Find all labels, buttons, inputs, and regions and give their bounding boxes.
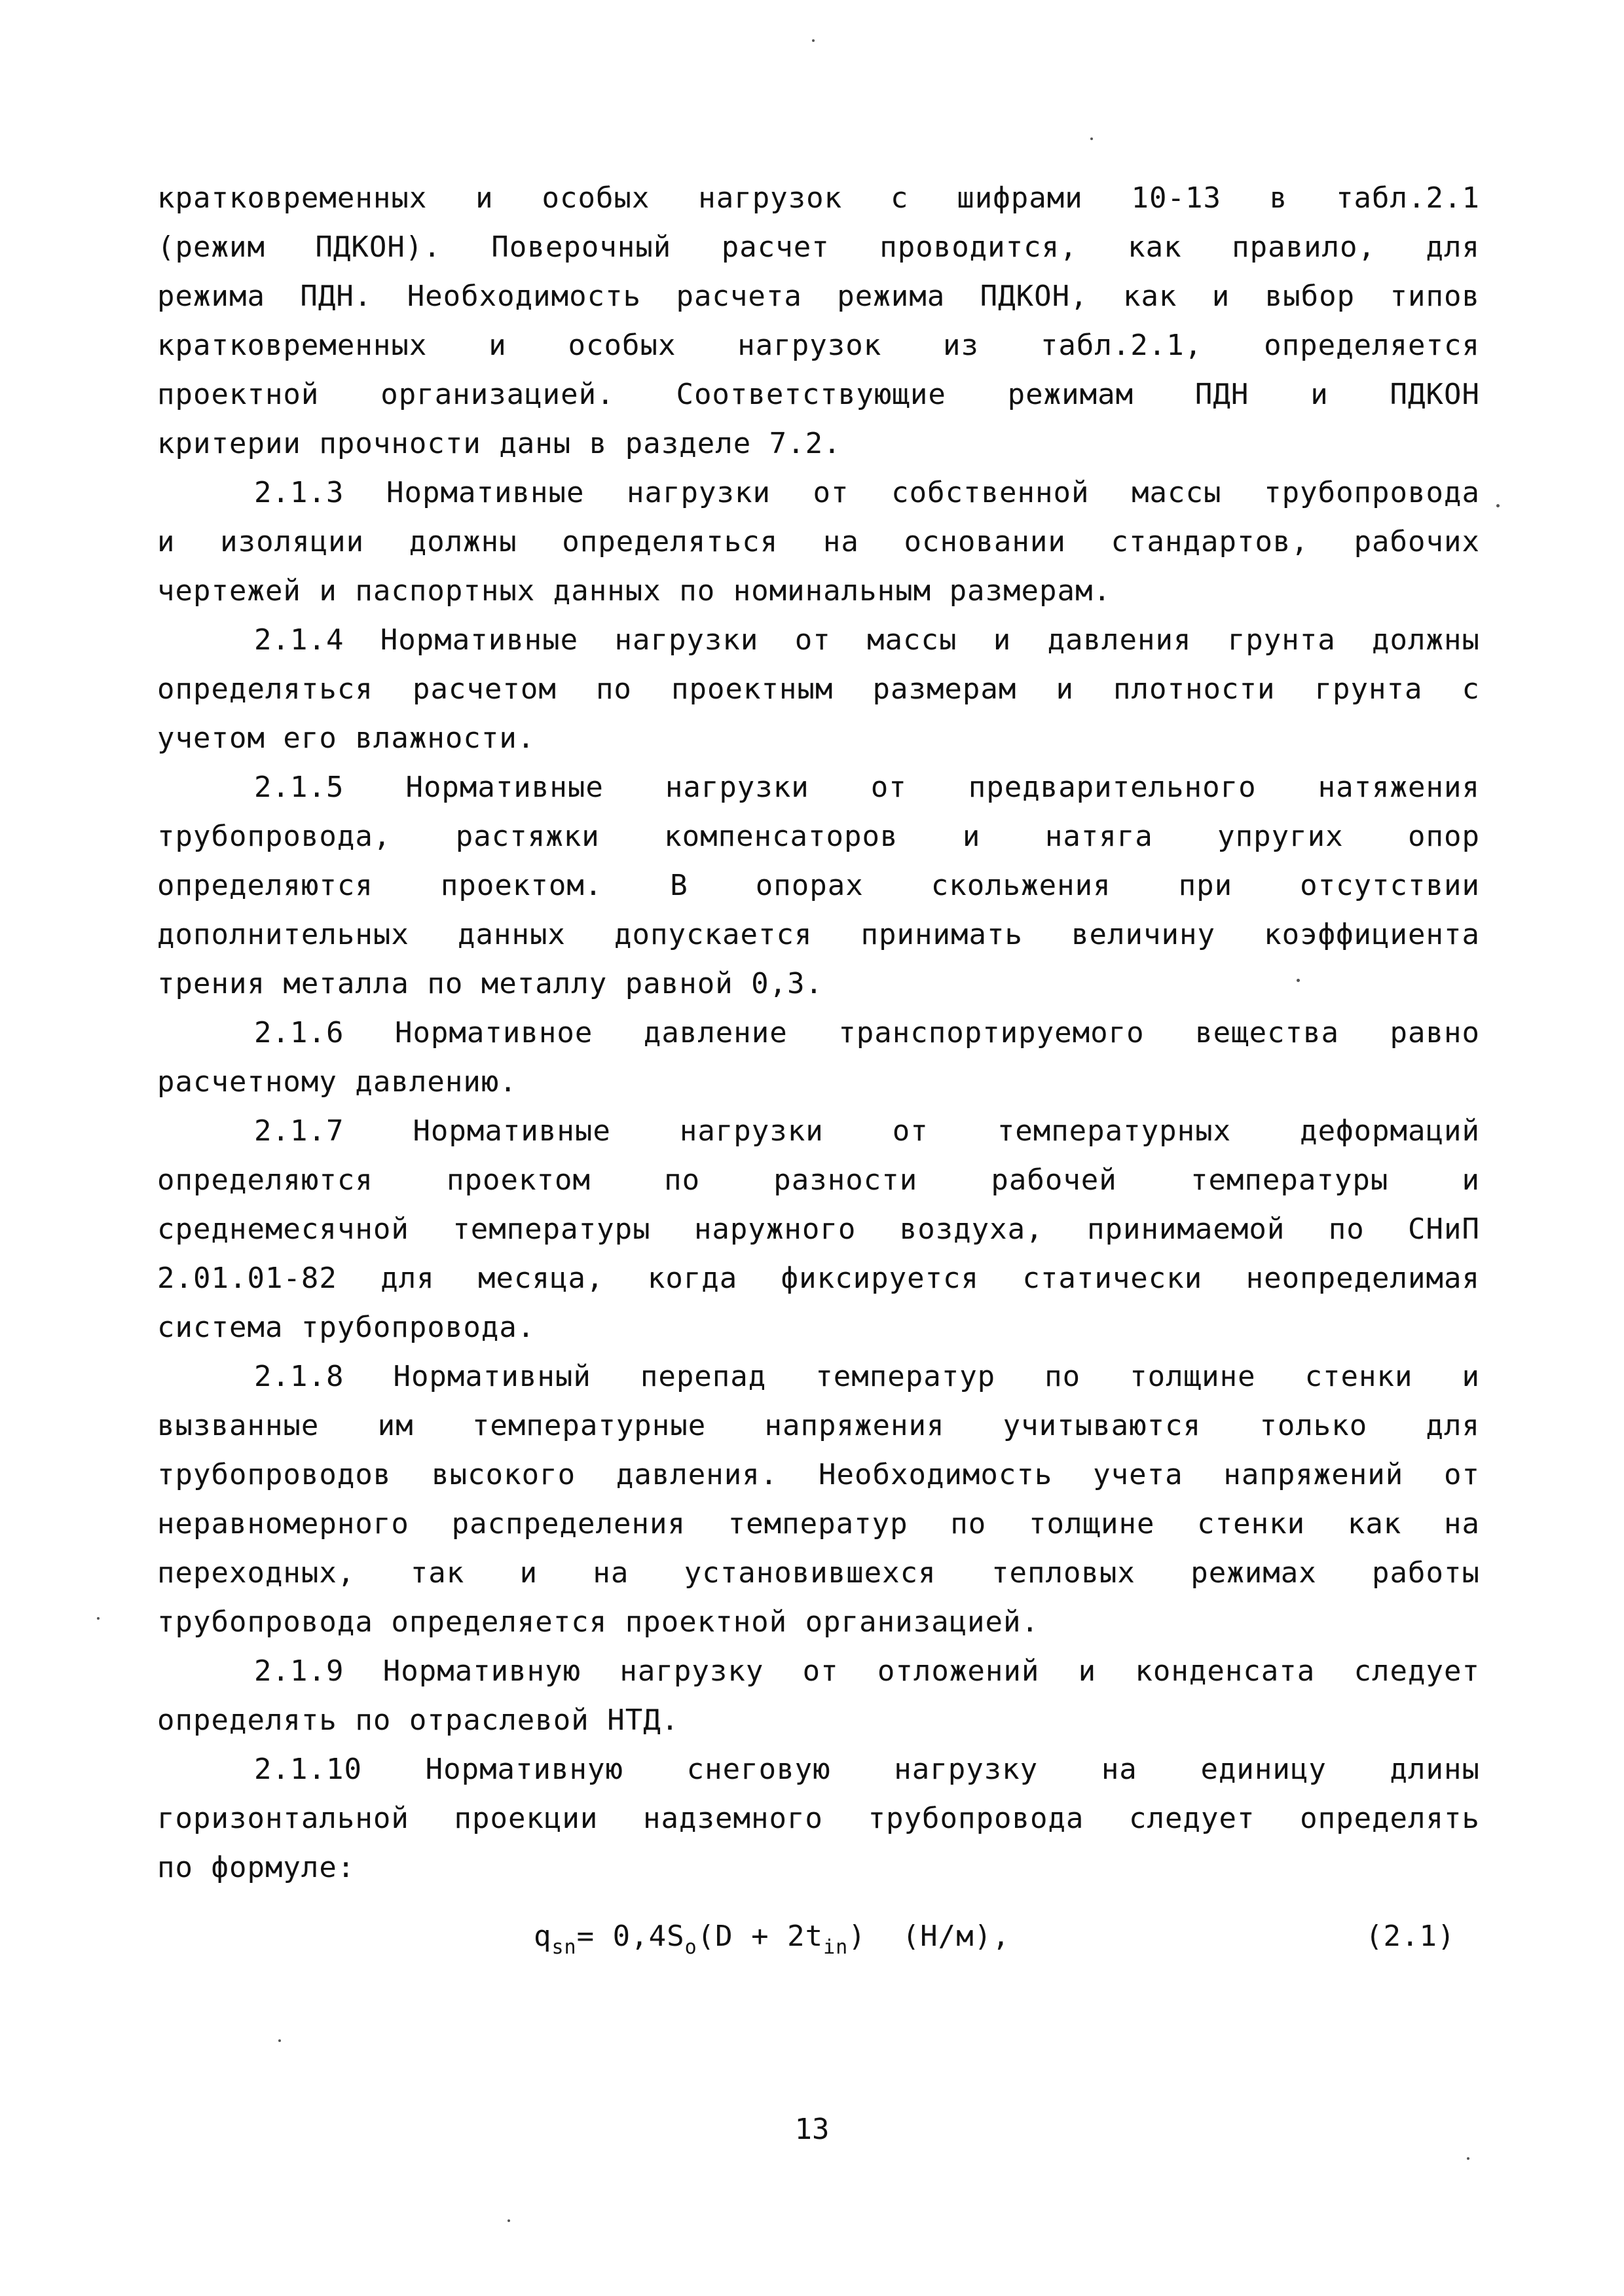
formula-eq: = 0,4S — [576, 1920, 685, 1953]
text-line: 2.1.7 Нормативные нагрузки от температурных деформаций — [254, 1114, 1480, 1148]
body-text — [157, 173, 1480, 1892]
scan-speck — [1496, 504, 1500, 507]
text-line: 2.1.5 Нормативные нагрузки от предварительного натяжения — [254, 771, 1480, 804]
text-line: система трубопровода. — [157, 1311, 536, 1344]
formula-close: ) — [848, 1920, 866, 1953]
text-line: (режим ПДКОН). Поверочный расчет проводится, как правило, для — [157, 230, 1480, 264]
text-line: неравномерного распределения температур по толщине стенки как на — [157, 1507, 1480, 1540]
text-line: чертежей и паспортных данных по номинальным размерам. — [157, 574, 1111, 608]
text-line: определяться расчетом по проектным размерам и плотности грунта с — [157, 672, 1480, 706]
formula-number: (2.1) — [1365, 1920, 1456, 1953]
scan-speck — [1090, 137, 1093, 140]
text-line: учетом его влажности. — [157, 721, 536, 755]
text-line: по формуле: — [157, 1851, 356, 1884]
formula-units: (Н/м), — [902, 1920, 1010, 1953]
text-line: 2.1.10 Нормативную снеговую нагрузку на единицу длины — [254, 1753, 1480, 1786]
text-line: 2.01.01-82 для месяца, когда фиксируется статически неопределимая — [157, 1262, 1480, 1295]
text-line: дополнительных данных допускается принимать величину коэффициента — [157, 918, 1480, 951]
formula — [534, 1912, 1010, 1972]
scan-speck — [507, 2219, 510, 2222]
text-line: определяются проектом. В опорах скольжения при отсутствии — [157, 869, 1480, 902]
text-line: 2.1.9 Нормативную нагрузку от отложений и конденсата следует — [254, 1654, 1480, 1688]
scan-speck — [1467, 2157, 1469, 2160]
scan-speck — [97, 1617, 100, 1620]
text-line: 2.1.6 Нормативное давление транспортируемого вещества равно — [254, 1016, 1480, 1049]
text-line: расчетному давлению. — [157, 1065, 517, 1099]
text-line: трубопровода определяется проектной организацией. — [157, 1605, 1040, 1639]
scan-speck — [812, 39, 815, 42]
formula-q: q — [534, 1920, 552, 1953]
formula-paren: (D + 2t — [697, 1920, 824, 1953]
text-line: кратковременных и особых нагрузок из табл.2.1, определяется — [157, 329, 1480, 362]
text-line: критерии прочности даны в разделе 7.2. — [157, 427, 841, 460]
text-line: определяются проектом по разности рабочей температуры и — [157, 1163, 1480, 1197]
text-line: режима ПДН. Необходимость расчета режима ПДКОН, как и выбор типов — [157, 280, 1480, 313]
text-line: вызванные им температурные напряжения учитываются только для — [157, 1409, 1480, 1442]
text-line: горизонтальной проекции надземного трубопровода следует определять — [157, 1802, 1480, 1835]
text-line: и изоляции должны определяться на основании стандартов, рабочих — [157, 525, 1480, 558]
text-line: 2.1.3 Нормативные нагрузки от собственной массы трубопровода — [254, 476, 1480, 509]
formula-s-subscript: o — [684, 1936, 697, 1959]
text-line: трубопроводов высокого давления. Необходимость учета напряжений от — [157, 1458, 1480, 1491]
scan-speck — [1297, 979, 1300, 982]
formula-q-subscript: sn — [551, 1936, 577, 1959]
text-line: среднемесячной температуры наружного воздуха, принимаемой по СНиП — [157, 1212, 1480, 1246]
text-line: переходных, так и на установившехся тепловых режимах работы — [157, 1556, 1480, 1590]
formula-t-subscript: in — [823, 1936, 849, 1959]
text-line: 2.1.4 Нормативные нагрузки от массы и давления грунта должны — [254, 623, 1480, 657]
text-line: определять по отраслевой НТД. — [157, 1704, 680, 1737]
text-line: трения металла по металлу равной 0,3. — [157, 967, 824, 1000]
text-line: 2.1.8 Нормативный перепад температур по толщине стенки и — [254, 1360, 1480, 1393]
text-line: проектной организацией. Соответствующие режимам ПДН и ПДКОН — [157, 378, 1480, 411]
page-number: 13 — [794, 2113, 830, 2146]
text-line: трубопровода, растяжки компенсаторов и натяга упругих опор — [157, 820, 1480, 853]
scan-speck — [278, 2039, 281, 2042]
text-line: кратковременных и особых нагрузок с шифрами 10-13 в табл.2.1 — [157, 181, 1480, 215]
